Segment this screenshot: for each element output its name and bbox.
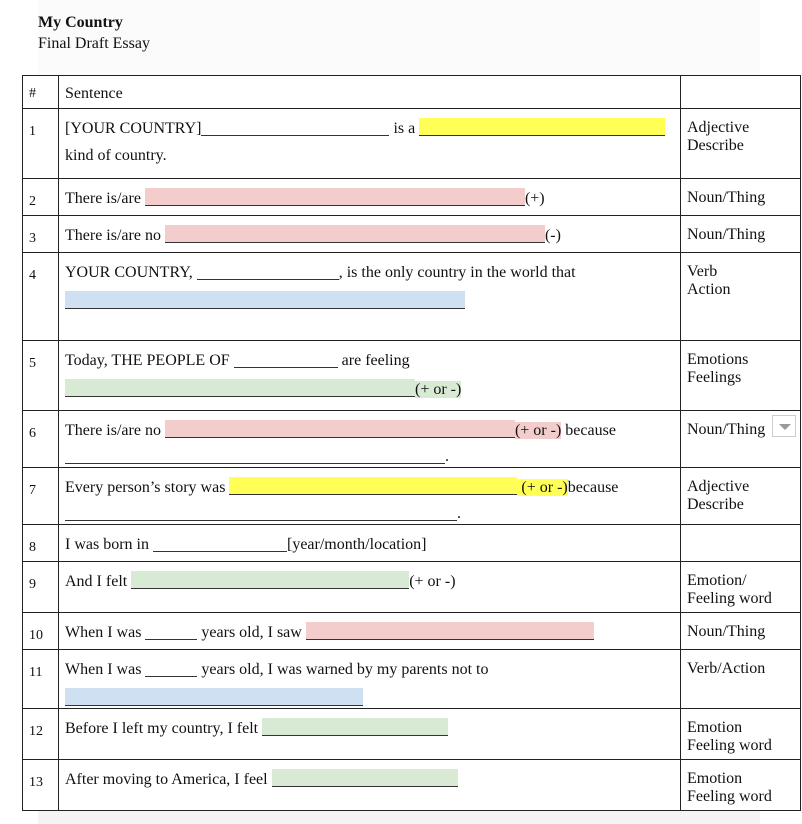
table-row — [23, 216, 801, 253]
blank-field[interactable] — [201, 118, 389, 136]
table-row — [23, 650, 801, 709]
blank-field-yellow[interactable] — [419, 118, 665, 136]
row-number: 13 — [23, 760, 59, 811]
document-header — [38, 12, 150, 54]
sentence-cell: I was born in [year/month/location] — [59, 525, 681, 562]
chevron-down-icon[interactable] — [772, 415, 796, 437]
sentence-cell: When I was years old, I was warned by my parents not to — [59, 650, 681, 709]
blank-field-pink[interactable] — [165, 420, 515, 438]
row-number: 3 — [23, 216, 59, 253]
sentence-cell: There is/are no (-) — [59, 216, 681, 253]
category-cell: Emotion/ Feeling word — [681, 562, 801, 613]
sentence-cell: When I was years old, I saw — [59, 613, 681, 650]
table-row — [23, 109, 801, 179]
sentence-text: [YOUR COUNTRY] — [65, 120, 202, 137]
row-number: 1 — [23, 109, 59, 179]
table-row — [23, 613, 801, 650]
table-row — [23, 562, 801, 613]
table-row — [23, 341, 801, 411]
category-cell: Adjective Describe — [681, 468, 801, 525]
document-title: My Country — [38, 14, 123, 31]
row-number: 5 — [23, 341, 59, 411]
category-cell: Emotion Feeling word — [681, 760, 801, 811]
blank-field[interactable] — [197, 262, 339, 280]
essay-table — [22, 75, 801, 811]
blank-field-blue[interactable] — [65, 291, 465, 309]
row-number: 12 — [23, 709, 59, 760]
table-row — [23, 179, 801, 216]
blank-field-green[interactable] — [272, 769, 458, 787]
category-cell: Emotions Feelings — [681, 341, 801, 411]
row-number: 4 — [23, 253, 59, 341]
sentence-text: kind of country. — [65, 147, 167, 164]
sentence-cell: After moving to America, I feel — [59, 760, 681, 811]
category-cell: Noun/Thing — [681, 613, 801, 650]
table-row — [23, 760, 801, 811]
col-header-number: # — [23, 76, 59, 109]
blank-field-green[interactable] — [262, 718, 448, 736]
category-cell: Verb/Action — [681, 650, 801, 709]
sentence-cell: There is/are (+) — [59, 179, 681, 216]
row-number: 10 — [23, 613, 59, 650]
blank-field-yellow[interactable] — [229, 477, 517, 495]
sentence-cell: YOUR COUNTRY, , is the only country in the world that — [59, 253, 681, 341]
document-subtitle: Final Draft Essay — [38, 35, 150, 52]
category-cell: Noun/Thing — [681, 179, 801, 216]
col-header-sentence: Sentence — [59, 76, 681, 109]
category-cell: Adjective Describe — [681, 109, 801, 179]
sentence-text: is a — [389, 120, 420, 137]
blank-field-pink[interactable] — [306, 622, 594, 640]
row-number: 2 — [23, 179, 59, 216]
blank-field-green[interactable] — [131, 571, 409, 589]
sentence-cell — [59, 109, 681, 179]
table-row — [23, 411, 801, 468]
col-header-category — [681, 76, 801, 109]
blank-field[interactable] — [145, 659, 197, 677]
row-number: 7 — [23, 468, 59, 525]
blank-field[interactable] — [65, 446, 445, 464]
table-row — [23, 468, 801, 525]
category-cell: Verb Action — [681, 253, 801, 341]
blank-field[interactable] — [65, 503, 457, 521]
sentence-cell: There is/are no (+ or -) because . — [59, 411, 681, 468]
sentence-cell: Today, THE PEOPLE OF are feeling (+ or -) — [59, 341, 681, 411]
blank-field[interactable] — [234, 350, 338, 368]
blank-field-pink[interactable] — [145, 188, 525, 206]
table-row — [23, 709, 801, 760]
category-cell: Noun/Thing — [681, 216, 801, 253]
blank-field-green[interactable] — [65, 379, 415, 397]
row-number: 6 — [23, 411, 59, 468]
blank-field[interactable] — [153, 534, 287, 552]
blank-field-pink[interactable] — [165, 225, 545, 243]
category-cell: Noun/Thing — [681, 411, 801, 468]
sentence-cell: Before I left my country, I felt — [59, 709, 681, 760]
row-number: 11 — [23, 650, 59, 709]
table-row — [23, 525, 801, 562]
category-cell: Emotion Feeling word — [681, 709, 801, 760]
category-cell — [681, 525, 801, 562]
blank-field[interactable] — [145, 622, 197, 640]
row-number: 9 — [23, 562, 59, 613]
table-header-row — [23, 76, 801, 109]
row-number: 8 — [23, 525, 59, 562]
sentence-cell: And I felt (+ or -) — [59, 562, 681, 613]
blank-field-blue[interactable] — [65, 688, 363, 706]
table-row — [23, 253, 801, 341]
sentence-cell: Every person’s story was (+ or -)because . — [59, 468, 681, 525]
